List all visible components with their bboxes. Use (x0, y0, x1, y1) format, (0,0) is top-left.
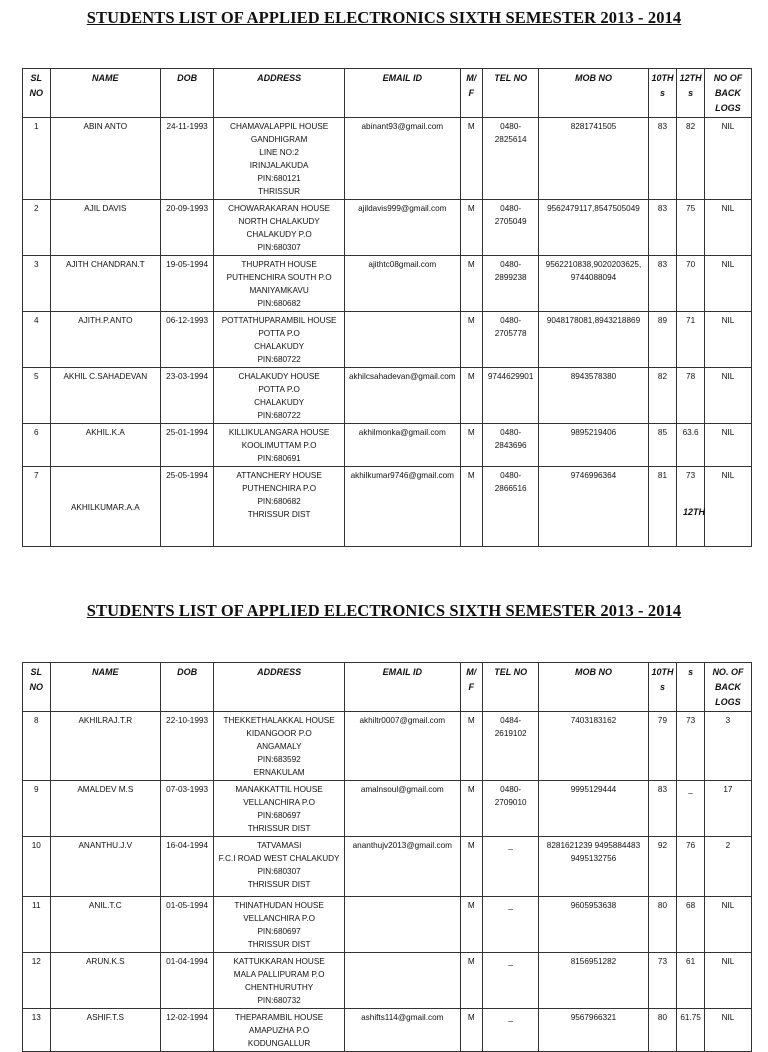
cell-sl: 9 (23, 781, 51, 837)
cell-dob: 16-04-1994 (161, 837, 214, 897)
cell-tel: _ (483, 897, 539, 953)
cell-mob: 9995129444 (539, 781, 648, 837)
cell-tel: _ (483, 837, 539, 897)
cell-backlogs: NIL (704, 312, 751, 368)
column-header: ADDRESS (214, 69, 345, 118)
cell-name: ASHIF.T.S (50, 1009, 160, 1052)
column-header: TEL NO (483, 69, 539, 118)
column-header: DOB (161, 69, 214, 118)
column-header: 10TH s (648, 663, 677, 712)
column-header: 10TH s (648, 69, 677, 118)
table-row (23, 118, 752, 200)
cell-dob: 25-01-1994 (161, 424, 214, 467)
address-line: GANDHIGRAM (250, 135, 308, 144)
table-row (23, 312, 752, 368)
address-line: POTTATHUPARAMBIL HOUSE (221, 316, 337, 325)
address-line: MALA PALLIPURAM P.O (233, 970, 325, 979)
cell-twelfth: 76 (677, 837, 705, 897)
address-line: PIN:680307 (257, 867, 301, 876)
column-header: M/ F (460, 69, 482, 118)
cell-tenth: 73 (648, 953, 677, 1009)
page-title-2: STUDENTS LIST OF APPLIED ELECTRONICS SIXTH SEMESTER 2013 - 2014 (86, 601, 682, 620)
table-row (23, 424, 752, 467)
cell-email: ajildavis999@gmail.com (345, 200, 461, 256)
cell-address (214, 200, 345, 256)
address-line: PIN:680697 (257, 811, 301, 820)
cell-dob: 12-02-1994 (161, 1009, 214, 1052)
page-title-1: STUDENTS LIST OF APPLIED ELECTRONICS SIXTH SEMESTER 2013 - 2014 (86, 8, 682, 27)
column-header: TEL NO (483, 663, 539, 712)
cell-sl: 4 (23, 312, 51, 368)
address-line: THRISSUR DIST (247, 880, 311, 889)
address-line: PIN:680722 (257, 411, 301, 420)
cell-twelfth: 70 (677, 256, 705, 312)
cell-address (214, 953, 345, 1009)
address-line: KATTUKKARAN HOUSE (233, 957, 325, 966)
address-line: THEKKETHALAKKAL HOUSE (223, 716, 335, 725)
cell-sl: 7 (23, 467, 51, 547)
cell-sl: 2 (23, 200, 51, 256)
cell-name: AKHIL C.SAHADEVAN (50, 368, 160, 424)
cell-mob: 7403183162 (539, 712, 648, 781)
column-header: EMAIL ID (345, 69, 461, 118)
column-header: NAME (50, 69, 160, 118)
cell-tenth: 83 (648, 118, 677, 200)
cell-mf: M (460, 953, 482, 1009)
address-line: VELLANCHIRA P.O (243, 798, 315, 807)
table-row (23, 837, 752, 897)
cell-mf: M (460, 368, 482, 424)
cell-tenth: 80 (648, 1009, 677, 1052)
address-line: LINE NO:2 (259, 148, 299, 157)
cell-sl: 13 (23, 1009, 51, 1052)
cell-twelfth: _ (677, 781, 705, 837)
address-line: CHALAKUDY P.O (246, 230, 312, 239)
cell-mf: M (460, 312, 482, 368)
column-header: M/ F (460, 663, 482, 712)
cell-name: AKHIL.K.A (50, 424, 160, 467)
cell-email (345, 897, 461, 953)
cell-mf: M (460, 467, 482, 547)
cell-backlogs: 3 (704, 712, 751, 781)
table-row (23, 467, 752, 547)
stray-label: 12TH (683, 507, 706, 517)
address-line: THUPRATH HOUSE (241, 260, 317, 269)
address-line: CHENTHURUTHY (244, 983, 314, 992)
cell-name: AJITH.P.ANTO (50, 312, 160, 368)
cell-tel: 0480-2843696 (483, 424, 539, 467)
cell-tenth: 81 (648, 467, 677, 547)
address-line: PIN:680682 (257, 299, 301, 308)
address-line: THEPARAMBIL HOUSE (234, 1013, 324, 1022)
cell-tel: 0484-2619102 (483, 712, 539, 781)
address-line: PUTHENCHIRA P.O (242, 484, 317, 493)
cell-sl: 6 (23, 424, 51, 467)
table-header-row (23, 663, 752, 712)
cell-address (214, 118, 345, 200)
cell-mob: 8281741505 (539, 118, 648, 200)
cell-tenth: 83 (648, 781, 677, 837)
address-line: IRINJALAKUDA (249, 161, 309, 170)
cell-dob: 01-05-1994 (161, 897, 214, 953)
cell-dob: 22-10-1993 (161, 712, 214, 781)
cell-name: AMALDEV M.S (50, 781, 160, 837)
cell-twelfth: 63.6 (677, 424, 705, 467)
cell-backlogs: 17 (704, 781, 751, 837)
cell-name: ANANTHU.J.V (50, 837, 160, 897)
column-header: 12TH s (677, 69, 705, 118)
cell-tenth: 85 (648, 424, 677, 467)
cell-twelfth: 61.75 (677, 1009, 705, 1052)
address-line: PUTHENCHIRA SOUTH P.O (226, 273, 332, 282)
cell-email (345, 312, 461, 368)
cell-backlogs: NIL (704, 118, 751, 200)
cell-address (214, 712, 345, 781)
column-header: SL NO (23, 663, 51, 712)
cell-sl: 3 (23, 256, 51, 312)
address-line: CHALAKUDY (254, 342, 305, 351)
address-line: NORTH CHALAKUDY (238, 217, 320, 226)
cell-backlogs: 2 (704, 837, 751, 897)
cell-address (214, 1009, 345, 1052)
cell-tel: 9744629901 (483, 368, 539, 424)
address-line: ANGAMALY (256, 742, 302, 751)
cell-backlogs: NIL (704, 424, 751, 467)
cell-tenth: 83 (648, 200, 677, 256)
cell-mob: 8281621239 9495884483 9495132756 (539, 837, 648, 897)
cell-mob: 9048178081,8943218869 (539, 312, 648, 368)
cell-email (345, 953, 461, 1009)
cell-backlogs: NIL (704, 200, 751, 256)
cell-dob: 19-05-1994 (161, 256, 214, 312)
cell-dob: 24-11-1993 (161, 118, 214, 200)
column-header: DOB (161, 663, 214, 712)
cell-sl: 1 (23, 118, 51, 200)
address-line: PIN:680722 (257, 355, 301, 364)
table-row (23, 712, 752, 781)
cell-name: AKHILKUMAR.A.A (50, 467, 160, 547)
cell-email: ajithtc08gmail.com (345, 256, 461, 312)
cell-tel: 0480-2705049 (483, 200, 539, 256)
address-line: THINATHUDAN HOUSE (234, 901, 324, 910)
table-row (23, 200, 752, 256)
cell-dob: 20-09-1993 (161, 200, 214, 256)
cell-mf: M (460, 1009, 482, 1052)
cell-twelfth: 73 (677, 712, 705, 781)
students-table-1 (22, 68, 752, 547)
cell-email: akhilmonka@gmail.com (345, 424, 461, 467)
address-line: KILLIKULANGARA HOUSE (228, 428, 330, 437)
cell-name: ABIN ANTO (50, 118, 160, 200)
cell-dob: 06-12-1993 (161, 312, 214, 368)
address-line: F.C.I ROAD WEST CHALAKUDY (218, 854, 340, 863)
column-header: NO OF BACK LOGS (704, 69, 751, 118)
cell-mf: M (460, 897, 482, 953)
column-header: NAME (50, 663, 160, 712)
cell-mob: 8156951282 (539, 953, 648, 1009)
cell-mob: 9746996364 (539, 467, 648, 547)
cell-address (214, 424, 345, 467)
cell-email: amalnsoul@gmail.com (345, 781, 461, 837)
address-line: KODUNGALLUR (247, 1039, 311, 1048)
table-row (23, 781, 752, 837)
address-line: CHALAKUDY HOUSE (238, 372, 320, 381)
cell-mf: M (460, 200, 482, 256)
cell-tel: 0480-2709010 (483, 781, 539, 837)
cell-mf: M (460, 118, 482, 200)
cell-twelfth: 78 (677, 368, 705, 424)
cell-sl: 10 (23, 837, 51, 897)
cell-email: akhiltr0007@gmail.com (345, 712, 461, 781)
cell-tenth: 92 (648, 837, 677, 897)
cell-sl: 11 (23, 897, 51, 953)
cell-email: akhilkumar9746@gmail.com (345, 467, 461, 547)
address-line: CHOWARAKARAN HOUSE (228, 204, 331, 213)
cell-address (214, 897, 345, 953)
cell-name: ANIL.T.C (50, 897, 160, 953)
address-line: THRISSUR DIST (247, 824, 311, 833)
address-line: THRISSUR (258, 187, 301, 196)
cell-tel: _ (483, 953, 539, 1009)
column-header: MOB NO (539, 663, 648, 712)
cell-sl: 12 (23, 953, 51, 1009)
cell-tenth: 82 (648, 368, 677, 424)
column-header: NO. OF BACK LOGS (704, 663, 751, 712)
cell-address (214, 781, 345, 837)
cell-backlogs: NIL (704, 368, 751, 424)
cell-mf: M (460, 424, 482, 467)
address-line: THRISSUR DIST (247, 510, 311, 519)
cell-email: ananthujv2013@gmail.com (345, 837, 461, 897)
address-line: MANIYAMKAVU (249, 286, 309, 295)
cell-address (214, 312, 345, 368)
cell-email: ashifts114@gmail.com (345, 1009, 461, 1052)
address-line: MANAKKATTIL HOUSE (235, 785, 323, 794)
cell-address (214, 467, 345, 547)
address-line: PIN:680732 (257, 996, 301, 1005)
cell-mob: 9567966321 (539, 1009, 648, 1052)
address-line: PIN:680121 (257, 174, 301, 183)
address-line: POTTA P.O (258, 385, 300, 394)
cell-email: abinant93@gmail.com (345, 118, 461, 200)
column-header: s (677, 663, 705, 712)
cell-mob: 9895219406 (539, 424, 648, 467)
cell-twelfth: 82 (677, 118, 705, 200)
cell-address (214, 368, 345, 424)
cell-address (214, 256, 345, 312)
cell-tel: _ (483, 1009, 539, 1052)
table-row (23, 368, 752, 424)
table-row (23, 1009, 752, 1052)
cell-mf: M (460, 837, 482, 897)
students-table-2 (22, 662, 752, 1052)
table-row (23, 953, 752, 1009)
cell-tel: 0480-2705778 (483, 312, 539, 368)
address-line: PIN:683592 (257, 755, 301, 764)
cell-tenth: 80 (648, 897, 677, 953)
column-header: EMAIL ID (345, 663, 461, 712)
address-line: POTTA P.O (258, 329, 300, 338)
cell-twelfth: 68 (677, 897, 705, 953)
address-line: PIN:680307 (257, 243, 301, 252)
address-line: CHAMAVALAPPIL HOUSE (230, 122, 329, 131)
column-header: SL NO (23, 69, 51, 118)
cell-mob: 9562479117,8547505049 (539, 200, 648, 256)
cell-tel: 0480-2899238 (483, 256, 539, 312)
column-header: ADDRESS (214, 663, 345, 712)
address-line: PIN:680697 (257, 927, 301, 936)
address-line: KOOLIMUTTAM P.O (241, 441, 317, 450)
cell-mf: M (460, 781, 482, 837)
cell-twelfth: 71 (677, 312, 705, 368)
cell-address (214, 837, 345, 897)
cell-name: AJITH CHANDRAN.T (50, 256, 160, 312)
address-line: VELLANCHIRA P.O (243, 914, 315, 923)
address-line: TATVAMASI (256, 841, 302, 850)
column-header: MOB NO (539, 69, 648, 118)
cell-twelfth: 75 (677, 200, 705, 256)
address-line: CHALAKUDY (254, 398, 305, 407)
cell-backlogs: NIL (704, 1009, 751, 1052)
cell-tel: 0480-2825614 (483, 118, 539, 200)
cell-dob: 23-03-1994 (161, 368, 214, 424)
cell-name: AKHILRAJ.T.R (50, 712, 160, 781)
address-line: PIN:680682 (257, 497, 301, 506)
table-header-row (23, 69, 752, 118)
cell-mob: 9562210838,9020203625, 9744088094 (539, 256, 648, 312)
cell-sl: 5 (23, 368, 51, 424)
address-line: ERNAKULAM (253, 768, 305, 777)
cell-name: ARUN.K.S (50, 953, 160, 1009)
address-line: PIN:680691 (257, 454, 301, 463)
cell-tenth: 89 (648, 312, 677, 368)
cell-tel: 0480-2866516 (483, 467, 539, 547)
address-line: KIDANGOOR P.O (246, 729, 312, 738)
cell-name: AJIL DAVIS (50, 200, 160, 256)
cell-backlogs: NIL (704, 467, 751, 547)
cell-mob: 9605953638 (539, 897, 648, 953)
cell-mf: M (460, 712, 482, 781)
cell-twelfth: 61 (677, 953, 705, 1009)
address-line: THRISSUR DIST (247, 940, 311, 949)
cell-dob: 25-05-1994 (161, 467, 214, 547)
cell-twelfth: 73 (677, 467, 705, 547)
cell-backlogs: NIL (704, 256, 751, 312)
cell-mf: M (460, 256, 482, 312)
address-line: AMAPUZHA P.O (248, 1026, 310, 1035)
cell-email: akhilcsahadevan@gmail.com (345, 368, 461, 424)
table-row (23, 897, 752, 953)
cell-dob: 07-03-1993 (161, 781, 214, 837)
cell-mob: 8943578380 (539, 368, 648, 424)
cell-sl: 8 (23, 712, 51, 781)
table-row (23, 256, 752, 312)
cell-backlogs: NIL (704, 897, 751, 953)
address-line: ATTANCHERY HOUSE (236, 471, 322, 480)
cell-tenth: 83 (648, 256, 677, 312)
cell-dob: 01-04-1994 (161, 953, 214, 1009)
cell-backlogs: NIL (704, 953, 751, 1009)
cell-tenth: 79 (648, 712, 677, 781)
